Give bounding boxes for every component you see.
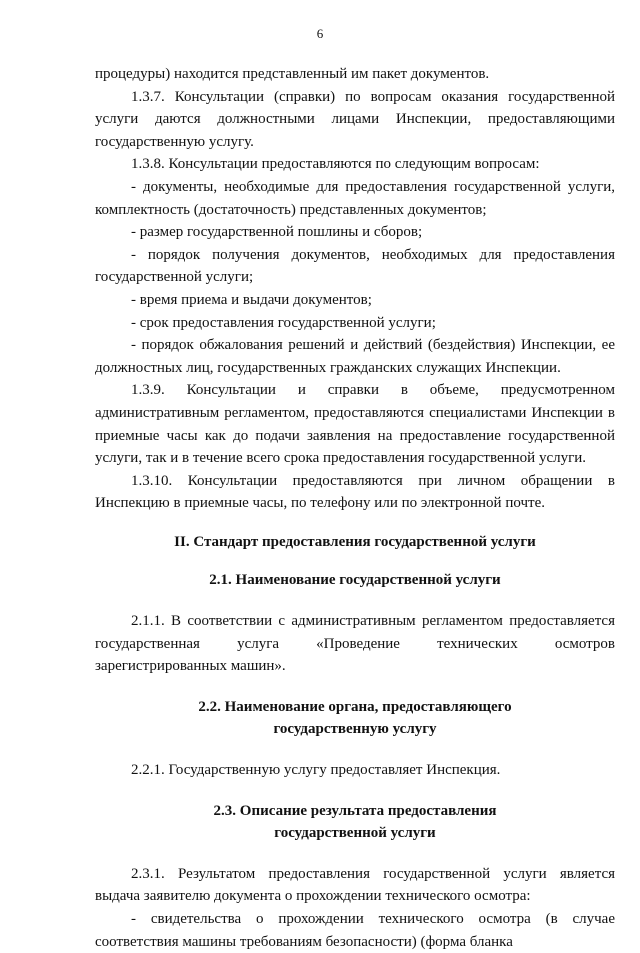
document-body [95,63,615,953]
paragraph-1-3-9: 1.3.9. Консультации и справки в объеме, предусмотренном административным регламентом, предоставляются специалистами Инспекции в приемные часы как до подачи заявления на предоставление государственной услуги, так и в течение всего срока предоставления государственной услуги. [95,382,615,467]
list-item: - срок предоставления государственной услуги; [131,314,436,331]
subsection-heading-2-3 [95,800,615,845]
list-item: - порядок получения документов, необходимых для предоставления государственной услуги; [95,246,615,286]
list-item: - документы, необходимые для предоставления государственной услуги, комплектность (достаточность) представленных документов; [95,178,615,218]
list-item: - свидетельства о прохождении технического осмотра (в случае соответствия машины требованиям безопасности) (форма бланка [95,911,615,950]
list-item: - порядок обжалования решений и действий (бездействия) Инспекции, ее должностных лиц, государственных гражданских служащих Инспекции. [95,337,615,376]
subsection-heading-2-2-line1: 2.2. Наименование органа, предоставляющего [198,698,512,715]
subsection-heading-2-1: 2.1. Наименование государственной услуги [209,572,501,589]
list-item: - время приема и выдачи документов; [131,291,372,308]
paragraph-2-3-1: 2.3.1. Результатом предоставления государственной услуги является выдача заявителю документа о прохождении технического осмотра: [95,865,615,905]
section-heading-2: II. Стандарт предоставления государственной услуги [174,533,536,550]
paragraph-1-3-8: 1.3.8. Консультации предоставляются по следующим вопросам: [131,156,540,173]
paragraph-continuation: процедуры) находится представленный им пакет документов. [95,66,490,82]
paragraph-1-3-10: 1.3.10. Консультации предоставляются при личном обращении в Инспекцию в приемные часы, по телефону или по электронной почте. [95,472,615,512]
subsection-heading-2-2-line2: государственную услугу [273,721,437,738]
subsection-heading-2-2 [95,696,615,741]
subsection-heading-2-3-line2: государственной услуги [274,825,436,842]
paragraph-2-1-1: 2.1.1. В соответствии с административным регламентом предоставляется государственная услуга «Проведение технических осмотров зарегистрированных машин». [95,613,615,675]
paragraph-1-3-7: 1.3.7. Консультации (справки) по вопросам оказания государственной услуги даются должностными лицами Инспекции, предоставляющими государственную услугу. [95,88,615,150]
list-item: - размер государственной пошлины и сборов; [131,224,423,241]
paragraph-2-2-1: 2.2.1. Государственную услугу предоставляет Инспекция. [131,762,501,779]
page-number: 6 [316,26,324,41]
subsection-heading-2-3-line1: 2.3. Описание результата предоставления [213,802,497,819]
